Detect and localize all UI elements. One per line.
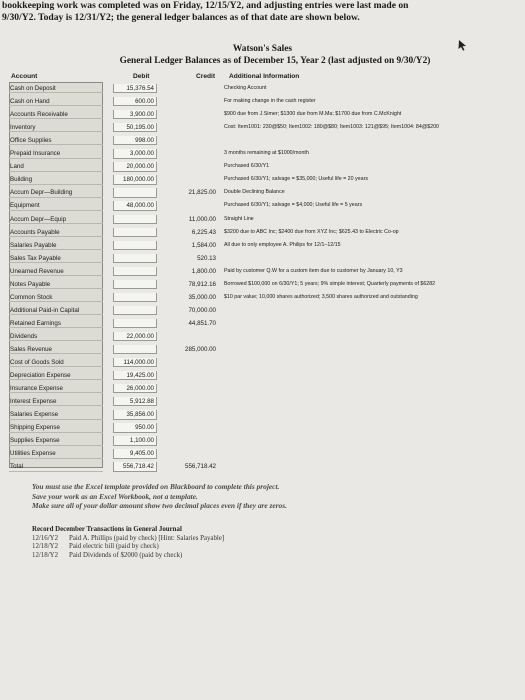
ledger-row [9, 267, 516, 276]
ledger-row [9, 175, 516, 184]
account-cell[interactable]: Notes Payable [9, 280, 103, 289]
credit-cell[interactable] [174, 97, 218, 106]
info-cell[interactable]: Paid by customer Q.W for a custom item due to customer by January 10, Y3 [224, 267, 403, 274]
journal-entry [32, 543, 332, 552]
debit-cell[interactable]: 556,718.42 [113, 462, 157, 471]
journal-text: Paid A. Phillips (paid by check) [Hint: Salaries Payable] [69, 534, 225, 542]
credit-cell[interactable] [174, 84, 218, 93]
account-cell[interactable]: Shipping Expense [9, 423, 103, 432]
debit-cell[interactable]: 35,856.00 [113, 410, 157, 419]
credit-cell[interactable]: 520.13 [197, 254, 216, 262]
info-cell[interactable]: Double Declining Balance [224, 189, 285, 196]
ledger-row [9, 162, 516, 171]
credit-cell[interactable]: 78,912.16 [188, 280, 216, 288]
info-cell[interactable]: $10 par value; 10,000 shares authorized; 3,500 shares authorized and outstanding [224, 293, 418, 300]
debit-cell[interactable]: 19,425.00 [113, 371, 157, 380]
account-cell[interactable]: Equipment [9, 201, 103, 210]
credit-cell[interactable] [174, 436, 218, 445]
account-cell[interactable]: Accounts Payable [9, 228, 103, 237]
credit-cell[interactable]: 285,000.00 [185, 346, 216, 353]
ledger-table [9, 72, 516, 472]
account-cell[interactable]: Unearned Revenue [9, 267, 103, 276]
credit-cell[interactable] [174, 384, 218, 393]
account-cell[interactable]: Cash on Deposit [9, 84, 103, 93]
debit-cell[interactable] [113, 267, 157, 276]
info-cell[interactable] [224, 136, 514, 145]
account-cell[interactable]: Insurance Expense [9, 384, 103, 393]
info-cell[interactable] [224, 449, 514, 458]
account-cell[interactable]: Interest Expense [9, 397, 103, 406]
info-cell[interactable]: $900 due from J.Simer; $1300 due from M.Ma; $1700 due from C.McKnight [224, 111, 402, 118]
ledger-row [9, 123, 516, 132]
credit-cell[interactable] [174, 449, 218, 458]
debit-cell[interactable]: 180,000.00 [113, 175, 157, 184]
info-cell[interactable]: All due to only employee A. Philips for 12/1–12/15 [224, 241, 341, 248]
journal-date: 12/18/Y2 [32, 551, 59, 559]
credit-cell[interactable] [174, 410, 218, 419]
ledger-row [9, 384, 516, 393]
info-cell[interactable] [224, 306, 514, 315]
ledger-row [9, 436, 516, 445]
info-cell[interactable]: Straight Line [224, 215, 254, 222]
ledger-row [9, 332, 516, 341]
debit-cell[interactable] [113, 241, 157, 250]
column-header-credit: Credit [196, 73, 216, 80]
info-cell[interactable]: For making change in the cash register [224, 98, 316, 105]
account-cell[interactable]: Office Supplies [9, 136, 103, 145]
account-cell[interactable]: Salaries Expense [9, 410, 103, 419]
instructions [32, 482, 502, 511]
debit-cell[interactable] [113, 319, 157, 328]
credit-cell[interactable] [174, 123, 218, 132]
debit-cell[interactable] [113, 280, 157, 289]
credit-cell[interactable]: 21,825.00 [188, 189, 216, 197]
info-cell[interactable]: Checking Account [224, 85, 267, 91]
journal-text: Paid Dividends of $2000 (paid by check) [69, 551, 183, 559]
ledger-row [9, 110, 516, 119]
ledger-row [9, 397, 516, 406]
credit-cell[interactable]: 1,584.00 [191, 241, 216, 249]
debit-cell[interactable] [113, 188, 157, 197]
account-cell[interactable]: Retained Earnings [9, 319, 103, 328]
debit-cell[interactable]: 3,900.00 [113, 110, 157, 119]
journal-entries [32, 535, 332, 561]
ledger-row [9, 358, 516, 367]
account-cell[interactable]: Prepaid Insurance [9, 149, 103, 158]
account-cell[interactable]: Accounts Receivable [9, 110, 103, 119]
ledger-row [9, 306, 516, 315]
debit-cell[interactable]: 950.00 [113, 423, 157, 432]
intro-line-2: 9/30/Y2. Today is 12/31/Y2; the general ledger balances as of that date are shown below. [2, 12, 360, 23]
ledger-row [9, 293, 516, 302]
info-cell[interactable] [224, 436, 514, 445]
account-cell[interactable]: Cash on Hand [9, 97, 103, 106]
debit-cell[interactable]: 22,000.00 [113, 332, 157, 341]
info-cell[interactable]: $3200 due to ABC Inc; $2400 due from XYZ Inc; $625.43 to Electric Co-op [224, 228, 399, 235]
account-cell[interactable]: Dividends [9, 332, 103, 341]
info-cell[interactable] [224, 254, 514, 263]
debit-cell[interactable]: 20,000.00 [113, 162, 157, 171]
debit-cell[interactable]: 26,000.00 [113, 384, 157, 393]
info-cell[interactable]: Borrowed $100,000 on 6/30/Y1; 5 years; 9% simple interest; Quarterly payments of $6282 [224, 280, 436, 287]
ledger-row [9, 149, 516, 158]
credit-cell[interactable]: 11,000.00 [188, 215, 216, 223]
info-cell[interactable]: Purchased 6/30/Y1 [224, 163, 270, 170]
debit-cell[interactable]: 9,405.00 [113, 449, 157, 458]
info-cell[interactable]: Cost: Item1001: 230@$50; Item1002: 180@$80; Item1003: 121@$95; Item1004: 84@$200 [224, 124, 439, 131]
ledger-row [9, 319, 516, 328]
journal-entry [32, 552, 332, 561]
debit-cell[interactable]: 1,100.00 [113, 436, 157, 445]
column-header-debit: Debit [133, 73, 150, 80]
account-cell[interactable]: Additional Paid-in Capital [9, 306, 103, 315]
ledger-row [9, 345, 516, 354]
instruction-line-1: You must use the Excel template provided on Blackboard to complete this project. [32, 482, 280, 491]
credit-cell[interactable] [174, 149, 218, 158]
account-cell[interactable]: Common Stock [9, 293, 103, 302]
intro-text [2, 0, 522, 24]
debit-cell[interactable]: 5,912.88 [113, 397, 157, 406]
column-header-info: Additional Information [229, 73, 300, 80]
info-cell[interactable] [224, 397, 514, 406]
info-cell[interactable]: Purchased 6/30/Y1; salvage = $4,000; Useful life = 5 years [224, 202, 363, 209]
account-cell[interactable]: Depreciation Expense [9, 371, 103, 380]
debit-cell[interactable]: 3,000.00 [113, 149, 157, 158]
debit-cell[interactable] [113, 306, 157, 315]
info-cell[interactable] [224, 319, 514, 328]
account-cell[interactable]: Accum Depr—Equip [9, 215, 103, 224]
info-cell[interactable] [224, 423, 514, 432]
credit-cell[interactable] [174, 397, 218, 406]
debit-cell[interactable] [113, 215, 157, 224]
credit-cell[interactable] [174, 162, 218, 171]
account-cell[interactable]: Building [9, 175, 103, 184]
debit-cell[interactable] [113, 228, 157, 237]
journal-section [32, 526, 332, 560]
ledger-row [9, 462, 516, 471]
journal-entry [32, 535, 332, 544]
debit-cell[interactable] [113, 254, 157, 263]
account-cell[interactable]: Salaries Payable [9, 241, 103, 250]
ledger-row [9, 423, 516, 432]
intro-line-1: bookkeeping work was completed was on Friday, 12/15/Y2, and adjusting entries were last made on [2, 0, 409, 11]
account-cell[interactable]: Land [9, 162, 103, 171]
credit-cell[interactable] [174, 371, 218, 380]
ledger-row [9, 410, 516, 419]
ledger-row [9, 371, 516, 380]
info-cell[interactable] [224, 358, 514, 367]
debit-cell[interactable]: 600.00 [113, 97, 157, 106]
debit-cell[interactable] [113, 293, 157, 302]
credit-cell[interactable]: 556,718.42 [185, 463, 216, 471]
credit-cell[interactable]: 1,800.00 [191, 267, 216, 275]
journal-date: 12/16/Y2 [32, 534, 59, 542]
account-cell[interactable]: Total [9, 462, 103, 471]
credit-cell[interactable] [174, 175, 218, 184]
account-cell[interactable]: Utilities Expense [9, 449, 103, 458]
ledger-row [9, 136, 516, 145]
credit-cell[interactable] [174, 423, 218, 432]
ledger-row [9, 188, 516, 197]
account-cell[interactable]: Cost of Goods Sold [9, 358, 103, 367]
account-cell[interactable]: Supplies Expense [9, 436, 103, 445]
ledger-row [9, 449, 516, 458]
info-cell[interactable] [224, 462, 514, 471]
journal-text: Paid electric bill (paid by check) [69, 543, 159, 551]
column-header-account: Account [11, 73, 38, 80]
account-cell[interactable]: Sales Tax Payable [9, 254, 103, 263]
credit-cell[interactable]: 6,225.43 [191, 228, 216, 236]
ledger-row [9, 215, 516, 224]
journal-date: 12/18/Y2 [32, 543, 59, 551]
instruction-line-2: Save your work as an Excel Workbook, not a template. [32, 491, 198, 501]
info-cell[interactable]: 3 months remaining at $1000/month [224, 150, 309, 157]
info-cell[interactable] [224, 332, 514, 341]
credit-cell[interactable] [174, 358, 218, 367]
account-cell[interactable]: Accum Depr—Building [9, 188, 103, 197]
journal-title: Record December Transactions in General Journal [32, 526, 182, 533]
ledger-row [9, 228, 516, 237]
debit-cell[interactable]: 15,376.54 [113, 84, 157, 93]
info-cell[interactable] [224, 371, 514, 380]
credit-cell[interactable]: 70,000.00 [188, 306, 216, 314]
credit-cell[interactable]: 44,851.70 [188, 319, 216, 327]
debit-cell[interactable]: 998.00 [113, 136, 157, 145]
ledger-row [9, 241, 516, 250]
account-cell[interactable]: Inventory [9, 123, 103, 132]
ledger-row [9, 254, 516, 263]
debit-cell[interactable]: 114,000.00 [113, 358, 157, 367]
credit-cell[interactable] [174, 110, 218, 119]
debit-cell[interactable]: 50,195.00 [113, 123, 157, 132]
credit-cell[interactable] [174, 332, 218, 341]
ledger-row [9, 201, 516, 210]
instruction-line-3: Make sure all of your dollar amount show two decimal places even if they are zeros. [32, 501, 287, 511]
info-cell[interactable]: Purchased 6/30/Y1; salvage = $35,000; Useful life = 20 years [224, 176, 368, 183]
ledger-subtitle: General Ledger Balances as of December 15, Year 2 (last adjusted on 9/30/Y2) [119, 56, 431, 66]
debit-cell[interactable] [113, 345, 157, 354]
account-cell[interactable]: Sales Revenue [9, 345, 103, 354]
credit-cell[interactable]: 35,000.00 [188, 293, 216, 301]
credit-cell[interactable] [174, 136, 218, 145]
ledger-row [9, 280, 516, 289]
ledger-row [9, 84, 516, 93]
ledger-row [9, 97, 516, 106]
company-title: Watson's Sales [232, 44, 293, 54]
info-cell[interactable] [224, 345, 514, 354]
credit-cell[interactable] [174, 201, 218, 210]
debit-cell[interactable]: 48,000.00 [113, 201, 157, 210]
info-cell[interactable] [224, 410, 514, 419]
info-cell[interactable] [224, 384, 514, 393]
